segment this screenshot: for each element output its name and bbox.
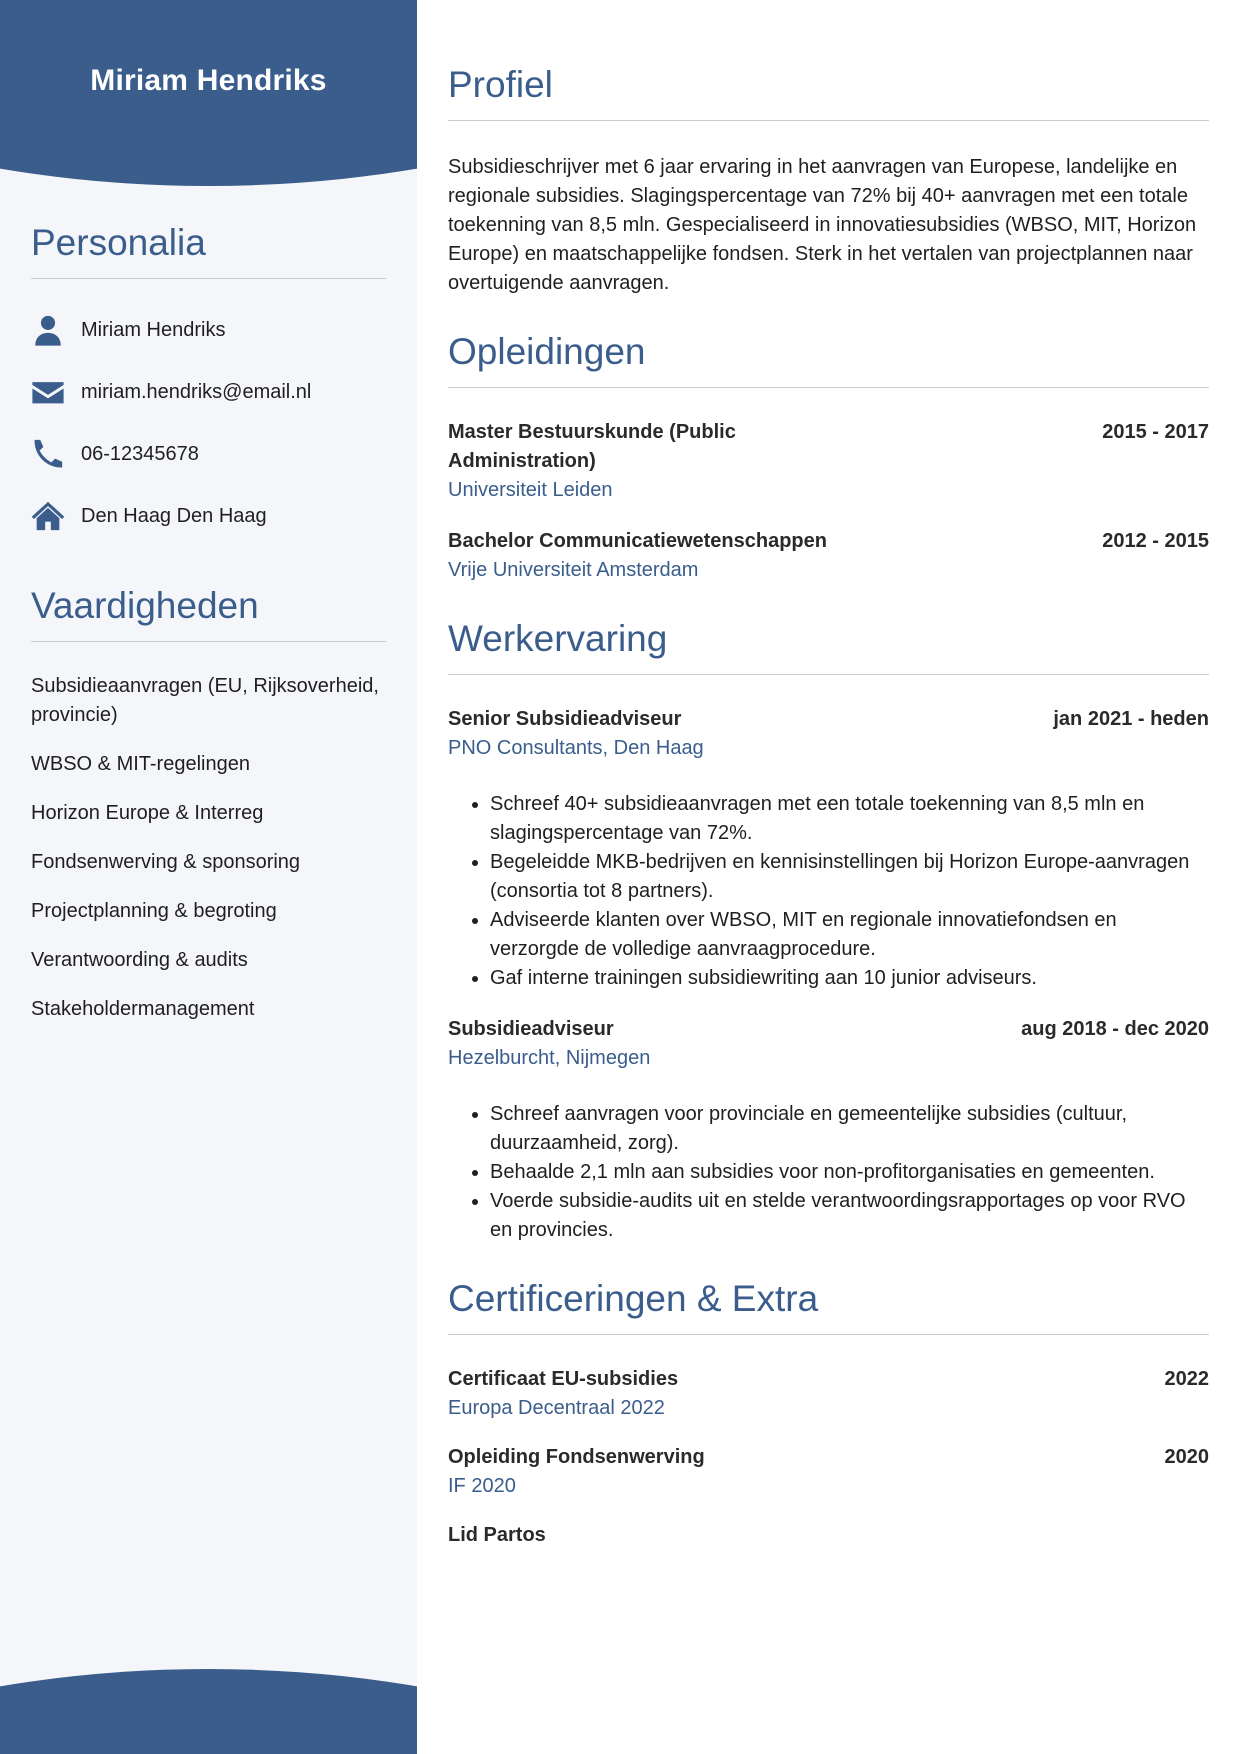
entry-title: Bachelor Communicatiewetenschappen — [448, 530, 827, 552]
bullet-item: • Begeleidde MKB-bedrijven en kennisinstellingen bij Horizon Europe-aanvragen (consortia tot 8 partners). — [490, 848, 1209, 906]
phone-icon — [31, 437, 65, 471]
education-entry — [448, 527, 1209, 585]
skill-item: Subsidieaanvragen (EU, Rijksoverheid, provincie) — [31, 675, 379, 726]
skill-item: Projectplanning & begroting — [31, 900, 277, 922]
entry-title: Master Bestuurskunde (Public Administration) — [448, 421, 736, 472]
skills-heading: Vaardigheden — [31, 585, 386, 642]
envelope-icon — [31, 375, 65, 409]
bullet-list — [448, 1100, 1209, 1245]
entry-date: jan 2021 - heden — [1053, 708, 1209, 730]
certifications-section — [448, 1278, 1209, 1550]
profile-text: Subsidieschrijver met 6 jaar ervaring in het aanvragen van Europese, landelijke en regionale subsidies. Slagingspercentage van 72% bij 40+ aanvragen met een totale toekenning van 8,5 mln. Gespecialiseerd in innovatiesubsidies (WBSO, MIT, Horizon Europe) en maatschappelijke fondsen. Sterk in het vertalen van projectplannen naar overtuigende aanvragen. — [448, 156, 1197, 294]
entry-date: 2022 — [1164, 1368, 1209, 1390]
education-entry — [448, 418, 1209, 505]
skill-item: Horizon Europe & Interreg — [31, 802, 264, 824]
personal-section — [31, 222, 386, 547]
experience-section — [448, 618, 1209, 1245]
entry-date: aug 2018 - dec 2020 — [1021, 1018, 1209, 1040]
user-icon — [31, 313, 65, 347]
contact-name-text: Miriam Hendriks — [81, 318, 226, 341]
education-heading: Opleidingen — [448, 331, 1209, 388]
home-icon — [31, 499, 65, 533]
skill-item: Fondsenwerving & sponsoring — [31, 851, 301, 873]
entry-title: Lid Partos — [448, 1524, 546, 1546]
entry-title: Subsidieadviseur — [448, 1018, 614, 1040]
experience-entry — [448, 705, 1209, 993]
profile-section — [448, 64, 1209, 298]
profile-heading: Profiel — [448, 64, 1209, 121]
entry-title: Opleiding Fondsenwerving — [448, 1446, 705, 1468]
entry-title: Senior Subsidieadviseur — [448, 708, 682, 730]
entry-organization: IF 2020 — [448, 1475, 516, 1497]
entry-title: Certificaat EU-subsidies — [448, 1368, 679, 1390]
contact-email — [31, 361, 386, 423]
entry-organization: Hezelburcht, Nijmegen — [448, 1047, 651, 1069]
entry-organization: Vrije Universiteit Amsterdam — [448, 559, 699, 581]
skills-section — [31, 585, 386, 1044]
bullet-list — [448, 790, 1209, 993]
skill-item: WBSO & MIT-regelingen — [31, 753, 250, 775]
candidate-name: Miriam Hendriks — [90, 64, 327, 97]
entry-organization: Europa Decentraal 2022 — [448, 1397, 665, 1419]
contact-email-text[interactable]: miriam.hendriks@email.nl — [81, 380, 312, 403]
experience-entry — [448, 1015, 1209, 1245]
bullet-item: • Schreef aanvragen voor provinciale en gemeentelijke subsidies (cultuur, duurzaamheid, zorg). — [490, 1100, 1209, 1158]
experience-heading: Werkervaring — [448, 618, 1209, 675]
skills-list — [31, 672, 386, 1024]
education-section — [448, 331, 1209, 585]
contact-phone-text[interactable]: 06-12345678 — [81, 442, 199, 465]
sidebar — [0, 0, 417, 1754]
certification-entry — [448, 1365, 1209, 1423]
bullet-item: • Behaalde 2,1 mln aan subsidies voor non-profitorganisaties en gemeenten. — [490, 1158, 1209, 1187]
bullet-item: • Schreef 40+ subsidieaanvragen met een totale toekenning van 8,5 mln en slagingspercentage van 72%. — [490, 790, 1209, 848]
skill-item: Stakeholdermanagement — [31, 998, 255, 1020]
contact-name — [31, 299, 386, 361]
contact-phone — [31, 423, 386, 485]
entry-organization: Universiteit Leiden — [448, 479, 613, 501]
contact-list — [31, 299, 386, 547]
entry-date: 2012 - 2015 — [1102, 530, 1209, 552]
contact-address-text: Den Haag Den Haag — [81, 504, 267, 527]
entry-date: 2020 — [1164, 1446, 1209, 1468]
bullet-item: • Gaf interne trainingen subsidiewriting aan 10 junior adviseurs. — [490, 964, 1209, 993]
entry-date: 2015 - 2017 — [1102, 421, 1209, 443]
personal-heading: Personalia — [31, 222, 386, 279]
certifications-heading: Certificeringen & Extra — [448, 1278, 1209, 1335]
entry-organization: PNO Consultants, Den Haag — [448, 737, 704, 759]
certification-entry — [448, 1443, 1209, 1501]
skill-item: Verantwoording & audits — [31, 949, 248, 971]
footer-arc — [0, 1669, 417, 1754]
contact-address — [31, 485, 386, 547]
bullet-item: • Adviseerde klanten over WBSO, MIT en regionale innovatiefondsen en verzorgde de volledige aanvraagprocedure. — [490, 906, 1209, 964]
certification-entry — [448, 1521, 1209, 1550]
bullet-item: • Voerde subsidie-audits uit en stelde verantwoordingsrapportages op voor RVO en provincies. — [490, 1187, 1209, 1245]
